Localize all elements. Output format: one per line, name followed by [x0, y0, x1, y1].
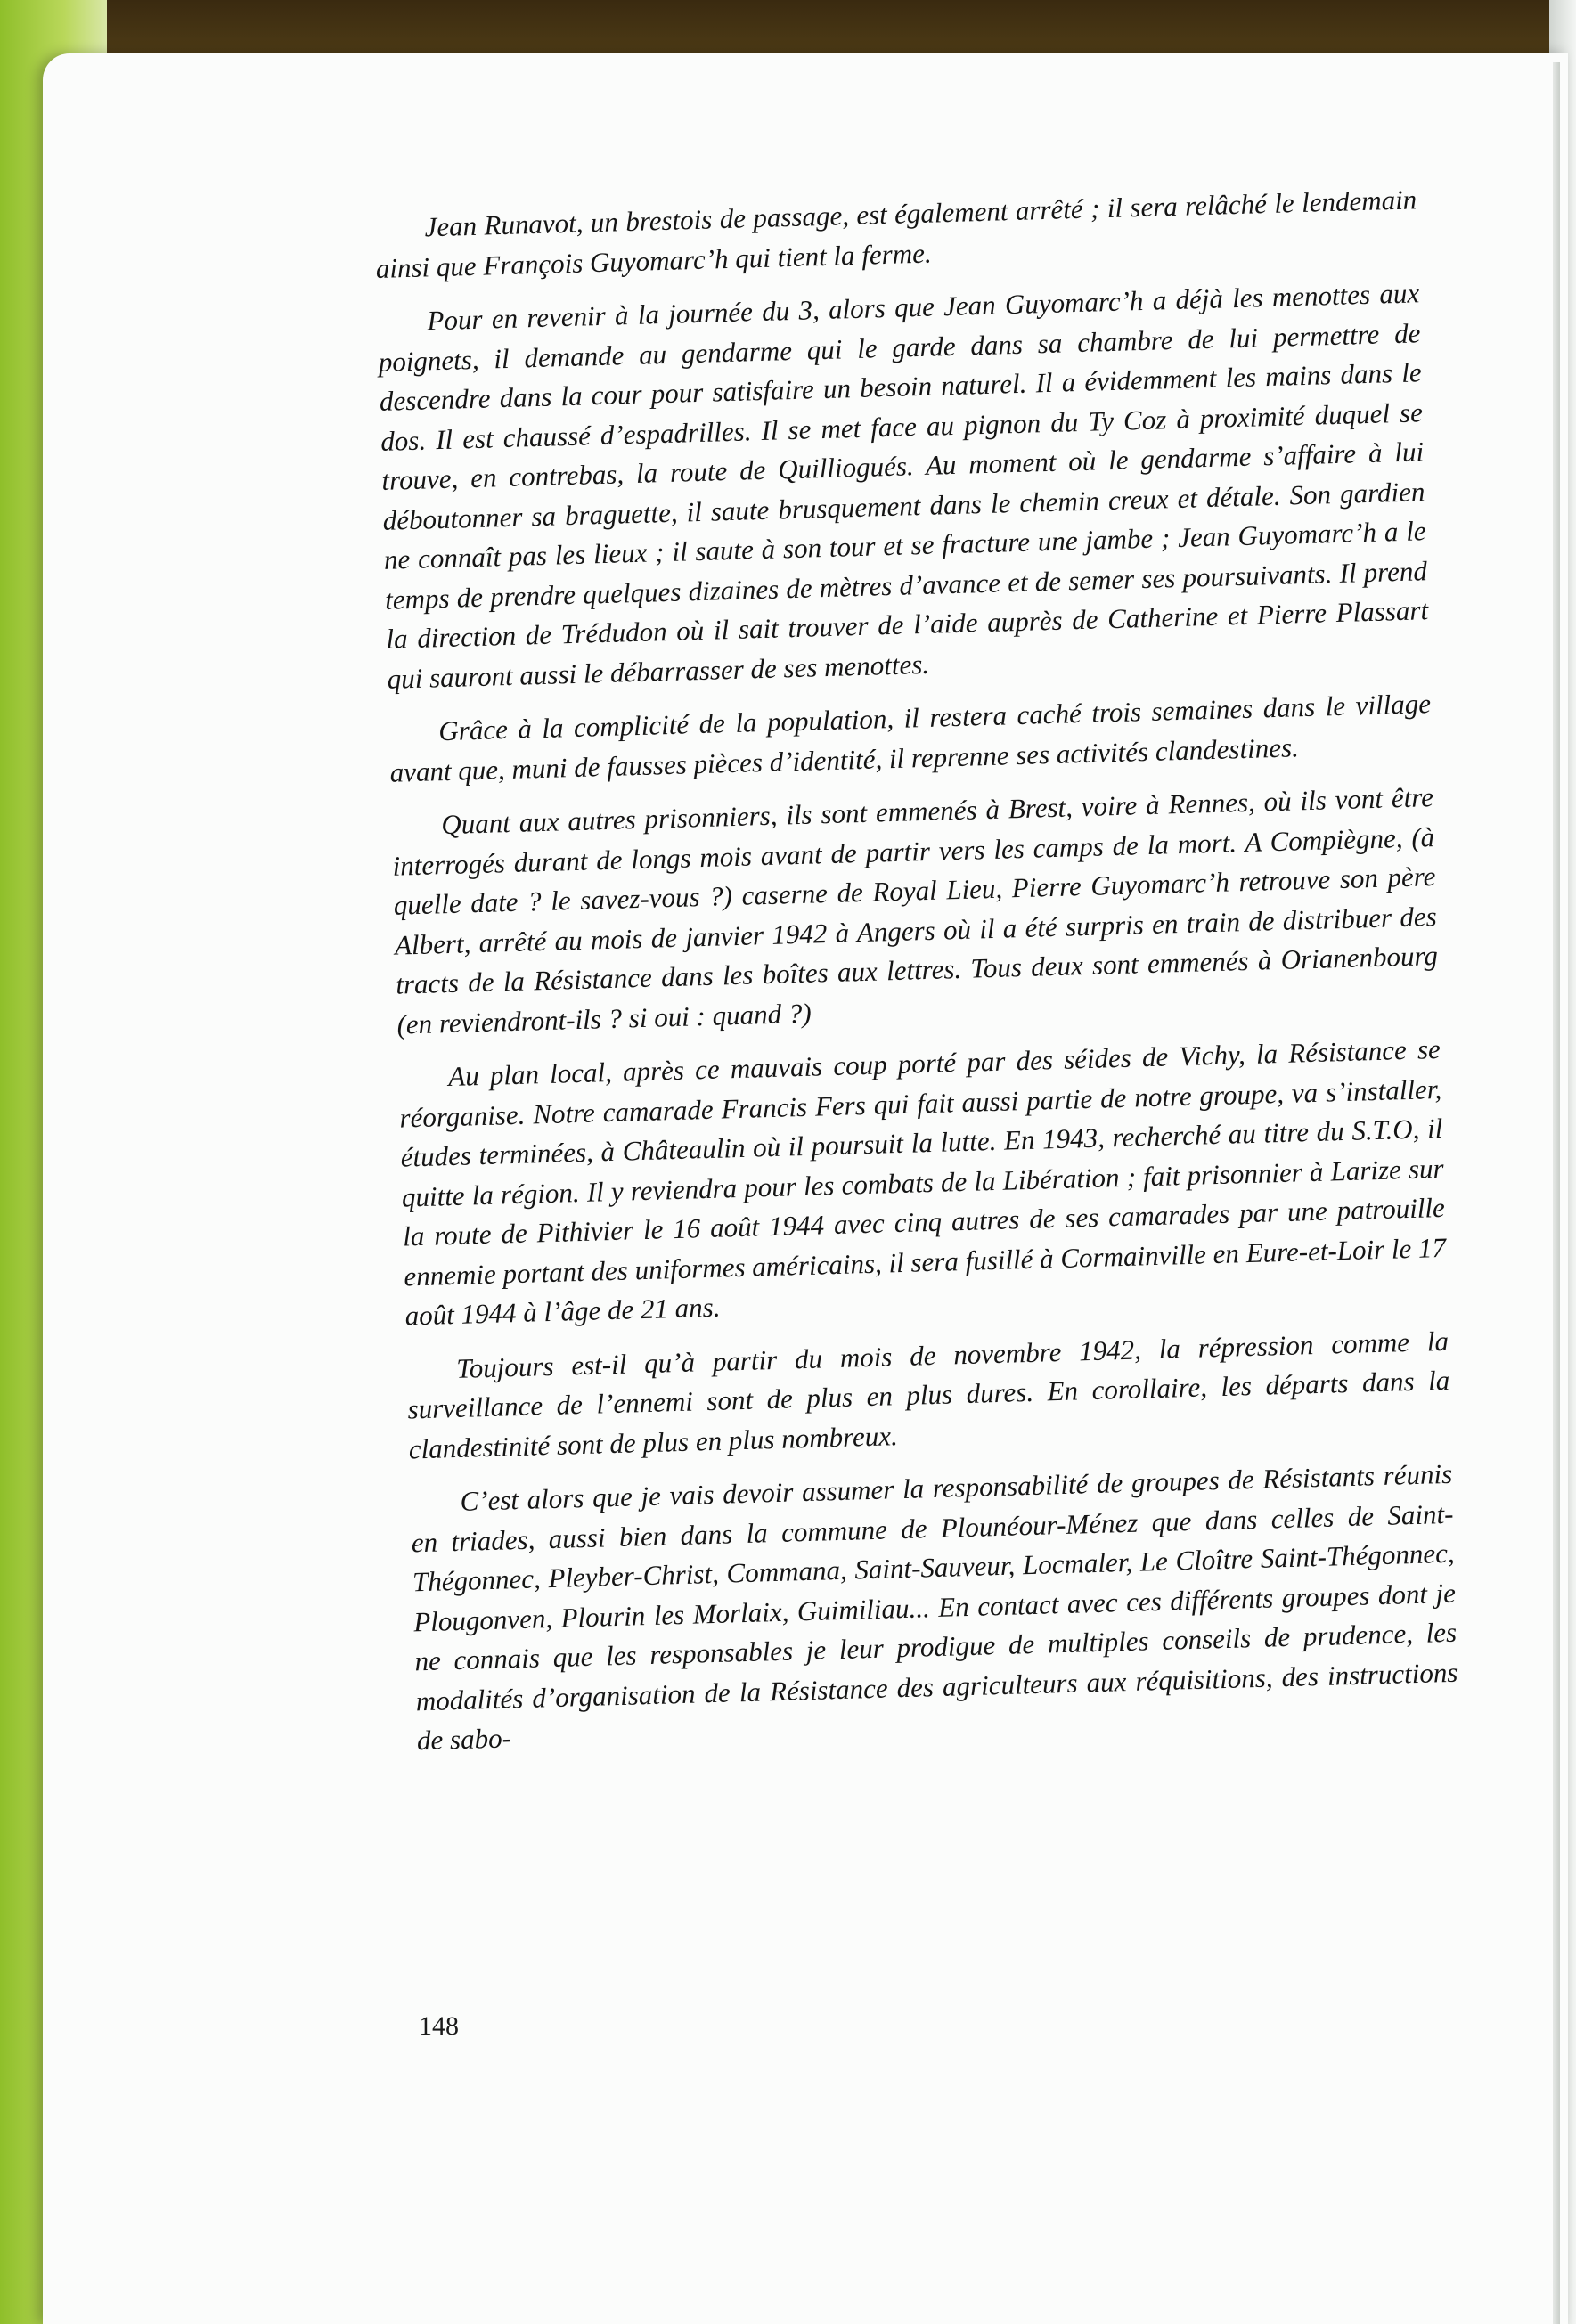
- paragraph-2: Pour en revenir à la journée du 3, alors que Jean Guyomarc’h a déjà les menottes aux poignets, il demande au gendarme qui le garde dans sa chambre de lui permettre de descendre dans la cour pour satisfaire un besoin naturel. Il a évidemment les mains dans le dos. Il est chaussé d’espadrilles. Il se met face au pignon du Ty Coz à proximité duquel se trouve, en contrebas, la route de Quilliogués. Au moment où le gendarme s’affaire à lui déboutonner sa braguette, il saute brusquement dans le chemin creux et détale. Son gardien ne connaît pas les lieux ; il saute à son tour et se fracture une jambe ; Jean Guyomarc’h a le temps de prendre quelques dizaines de mètres d’avance et de semer ses poursuivants. Il prend la direction de Trédudon où il sait trouver de l’aide auprès de Catherine et Pierre Plassart qui sauront aussi le débarrasser de ses menottes.: [378, 277, 1429, 695]
- paragraph-5: Au plan local, après ce mauvais coup porté par des séides de Vichy, la Résistance se réorganise. Notre camarade Francis Fers qui fait aussi partie de notre groupe, va s’installer, études terminées, à Châteaulin où il poursuit la lutte. En 1943, recherché au titre du S.T.O, il quitte la région. Il y reviendra pour les combats de la Libération ; fait prisonnier à Larize sur la route de Pithivier le 16 août 1944 avec cinq autres de ses camarades par une patrouille ennemie portant des uniformes américains, il sera fusillé à Cormainville en Eure-et-Loir le 17 août 1944 à l’âge de 21 ans.: [398, 1032, 1447, 1332]
- paragraph-4: Quant aux autres prisonniers, ils sont emmenés à Brest, voire à Rennes, où ils vont être interrogés durant de longs mois avant de partir vers les camps de la mort. A Compiègne, (à quelle date ? le savez-vous ?) caserne de Royal Lieu, Pierre Guyomarc’h retrouve son père Albert, arrêté au mois de janvier 1942 à Angers où il a été surpris en train de distribuer des tracts de la Résistance dans les boîtes aux lettres. Tous deux sont emmenés à Orianenbourg (en reviendront-ils ? si oui : quand ?): [392, 781, 1439, 1040]
- paragraph-7: C’est alors que je vais devoir assumer la responsabilité de groupes de Résistants réunis en triades, aussi bien dans la commune de Plounéour-Ménez que dans celles de Saint-Thégonnec, Pleyber-Christ, Commana, Saint-Sauveur, Locmaler, Le Cloître Saint-Thégonnec, Plougonven, Plourin les Morlaix, Guimiliau... En contact avec ces différents groupes dont je ne connais que les responsables je leur prodigue de multiples conseils de prudence, les modalités d’organisation de la Résistance des agriculteurs aux réquisitions, des instructions de sabo-: [411, 1457, 1458, 1757]
- paragraph-6: Toujours est-il qu’à partir du mois de novembre 1942, la répression comme la surveillance de l’ennemi sont de plus en plus dures. En corollaire, les départs dans la clandestinité sont de plus en plus nombreux.: [407, 1325, 1450, 1464]
- page-edge: [1553, 62, 1560, 2324]
- paragraph-3: Grâce à la complicité de la population, il restera caché trois semaines dans le village avant que, muni de fausses pièces d’identité, il reprenne ses activités clandestines.: [389, 688, 1432, 788]
- paragraph-1: Jean Runavot, un brestois de passage, est également arrêté ; il sera relâché le lendemain ainsi que François Guyomarc’h qui tient la ferme.: [375, 183, 1417, 284]
- body-text: [374, 180, 1460, 1774]
- page-number: 148: [419, 2011, 459, 2041]
